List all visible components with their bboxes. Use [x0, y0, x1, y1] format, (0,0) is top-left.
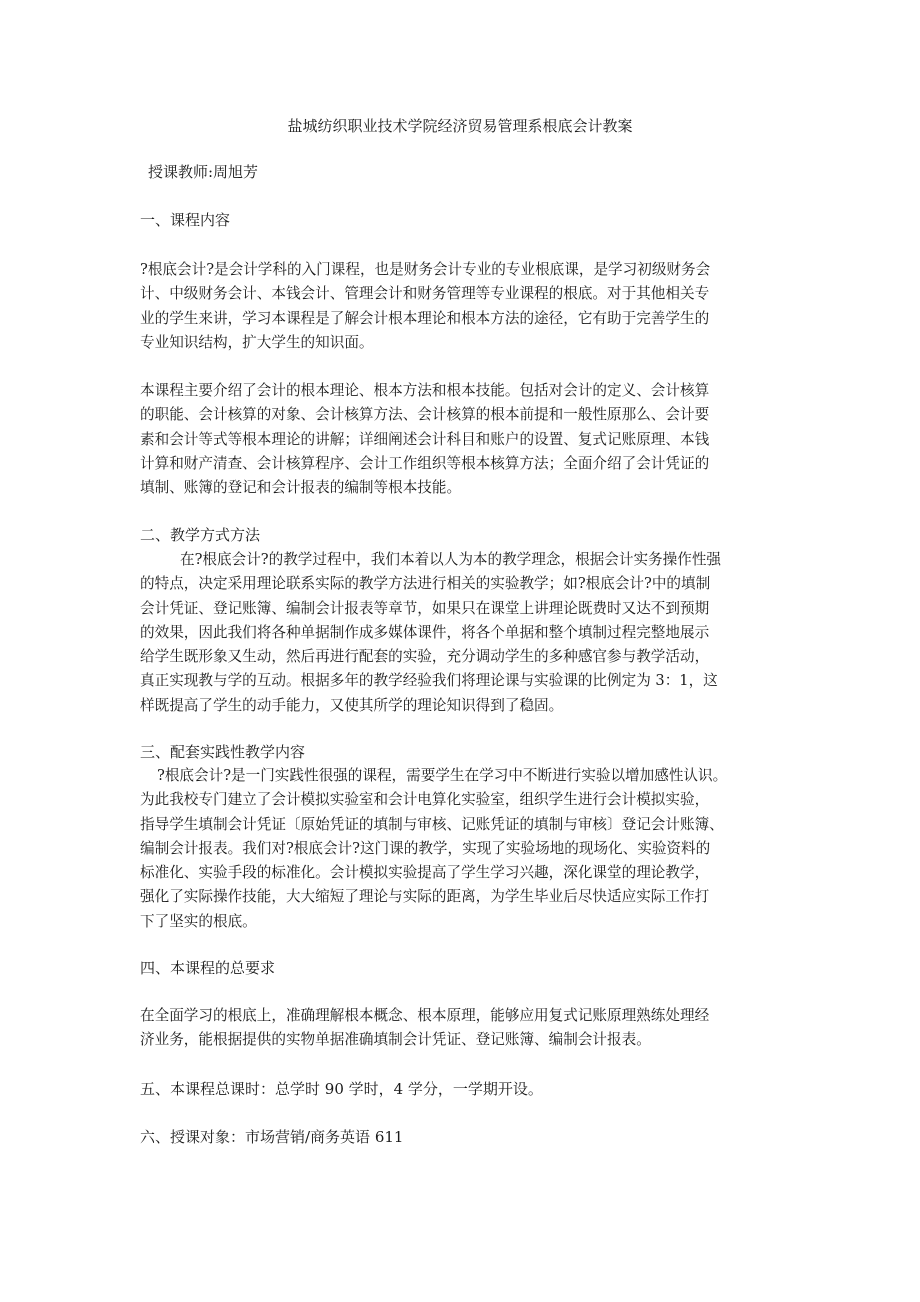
text-line: 真正实现教与学的互动。根据多年的教学经验我们将理论课与实验课的比例定为 3：1，这: [140, 672, 718, 690]
text-line: 素和会计等式等根本理论的讲解；详细阐述会计科目和账户的设置、复式记账原理、本钱: [140, 430, 710, 448]
text-line: 指导学生填制会计凭证〔原始凭证的填制与审核、记账凭证的填制与审核〕登记会计账簿、: [140, 815, 724, 833]
section-1-paragraph-1: [140, 258, 780, 355]
section-2-heading: 二、教学方式方法: [140, 526, 261, 544]
text-line: 的效果，因此我们将各种单据制作成多媒体课件，将各个单据和整个填制过程完整地展示: [140, 623, 710, 641]
text-line: 在全面学习的根底上，准确理解根本概念、根本原理，能够应用复式记账原理熟练处理经: [140, 1007, 710, 1024]
text-line: 计算和财产清查、会计核算程序、会计工作组织等根本核算方法；全面介绍了会计凭证的: [140, 454, 710, 472]
section-1-paragraph-2: [140, 379, 780, 500]
teacher-line: 授课教师:周旭芳: [148, 163, 259, 181]
text-line: ?根底会计?是会计学科的入门课程，也是财务会计专业的专业根底课，是学习初级财务会: [140, 261, 711, 278]
section-4-paragraph: [140, 1004, 780, 1053]
text-line: ?根底会计?是一门实践性很强的课程，需要学生在学习中不断进行实验以增加感性认识。: [157, 767, 728, 784]
section-5-heading: 五、本课程总课时：总学时 90 学时，4 学分，一学期开设。: [140, 1080, 543, 1098]
section-1-heading: 一、课程内容: [140, 211, 231, 229]
text-line: 标准化、实验手段的标准化。会计模拟实验提高了学生学习兴趣，深化课堂的理论教学，: [140, 864, 710, 882]
text-line: 强化了实际操作技能，大大缩短了理论与实际的距离，为学生毕业后尽快适应实际工作打: [140, 888, 710, 906]
text-line: 计、中级财务会计、本钱会计、管理会计和财务管理等专业课程的根底。对于其他相关专: [140, 285, 710, 303]
text-line: 会计凭证、登记账簿、编制会计报表等章节，如果只在课堂上讲理论既费时又达不到预期: [140, 599, 710, 617]
text-line: 为此我校专门建立了会计模拟实验室和会计电算化实验室，组织学生进行会计模拟实验，: [140, 791, 710, 809]
text-line: 编制会计报表。我们对?根底会计?这门课的教学，实现了实验场地的现场化、实验资料的: [140, 839, 711, 857]
text-line: 本课程主要介绍了会计的根本理论、根本方法和根本技能。包括对会计的定义、会计核算: [140, 382, 710, 399]
text-line: 在?根底会计?的教学过程中，我们本着以人为本的教学理念，根据会计实务操作性强: [180, 551, 722, 568]
text-line: 填制、账簿的登记和会计报表的编制等根本技能。: [140, 479, 462, 497]
section-4-heading: 四、本课程的总要求: [140, 959, 276, 977]
text-line: 的特点，决定采用理论联系实际的教学方法进行相关的实验教学；如?根底会计?中的填制: [140, 575, 711, 593]
text-line: 给学生既形象又生动，然后再进行配套的实验，充分调动学生的多种感官参与教学活动，: [140, 648, 710, 666]
section-3-heading: 三、配套实践性教学内容: [140, 743, 306, 761]
section-2-paragraph: [140, 548, 780, 718]
text-line: 济业务，能根据提供的实物单据准确填制会计凭证、登记账簿、编制会计报表。: [140, 1031, 651, 1049]
text-line: 业的学生来讲，学习本课程是了解会计根本理论和根本方法的途径，它有助于完善学生的: [140, 309, 710, 327]
section-3-paragraph: [140, 764, 780, 934]
section-6-heading: 六、授课对象：市场营销/商务英语 611: [140, 1128, 404, 1146]
text-line: 专业知识结构，扩大学生的知识面。: [140, 333, 374, 351]
text-line: 样既提高了学生的动手能力，又使其所学的理论知识得到了稳固。: [140, 696, 564, 714]
document-title: 盐城纺织职业技术学院经济贸易管理系根底会计教案: [287, 117, 633, 135]
text-line: 下了坚实的根底。: [140, 912, 257, 930]
text-line: 的职能、会计核算的对象、会计核算方法、会计核算的根本前提和一般性原那么、会计要: [140, 406, 710, 424]
